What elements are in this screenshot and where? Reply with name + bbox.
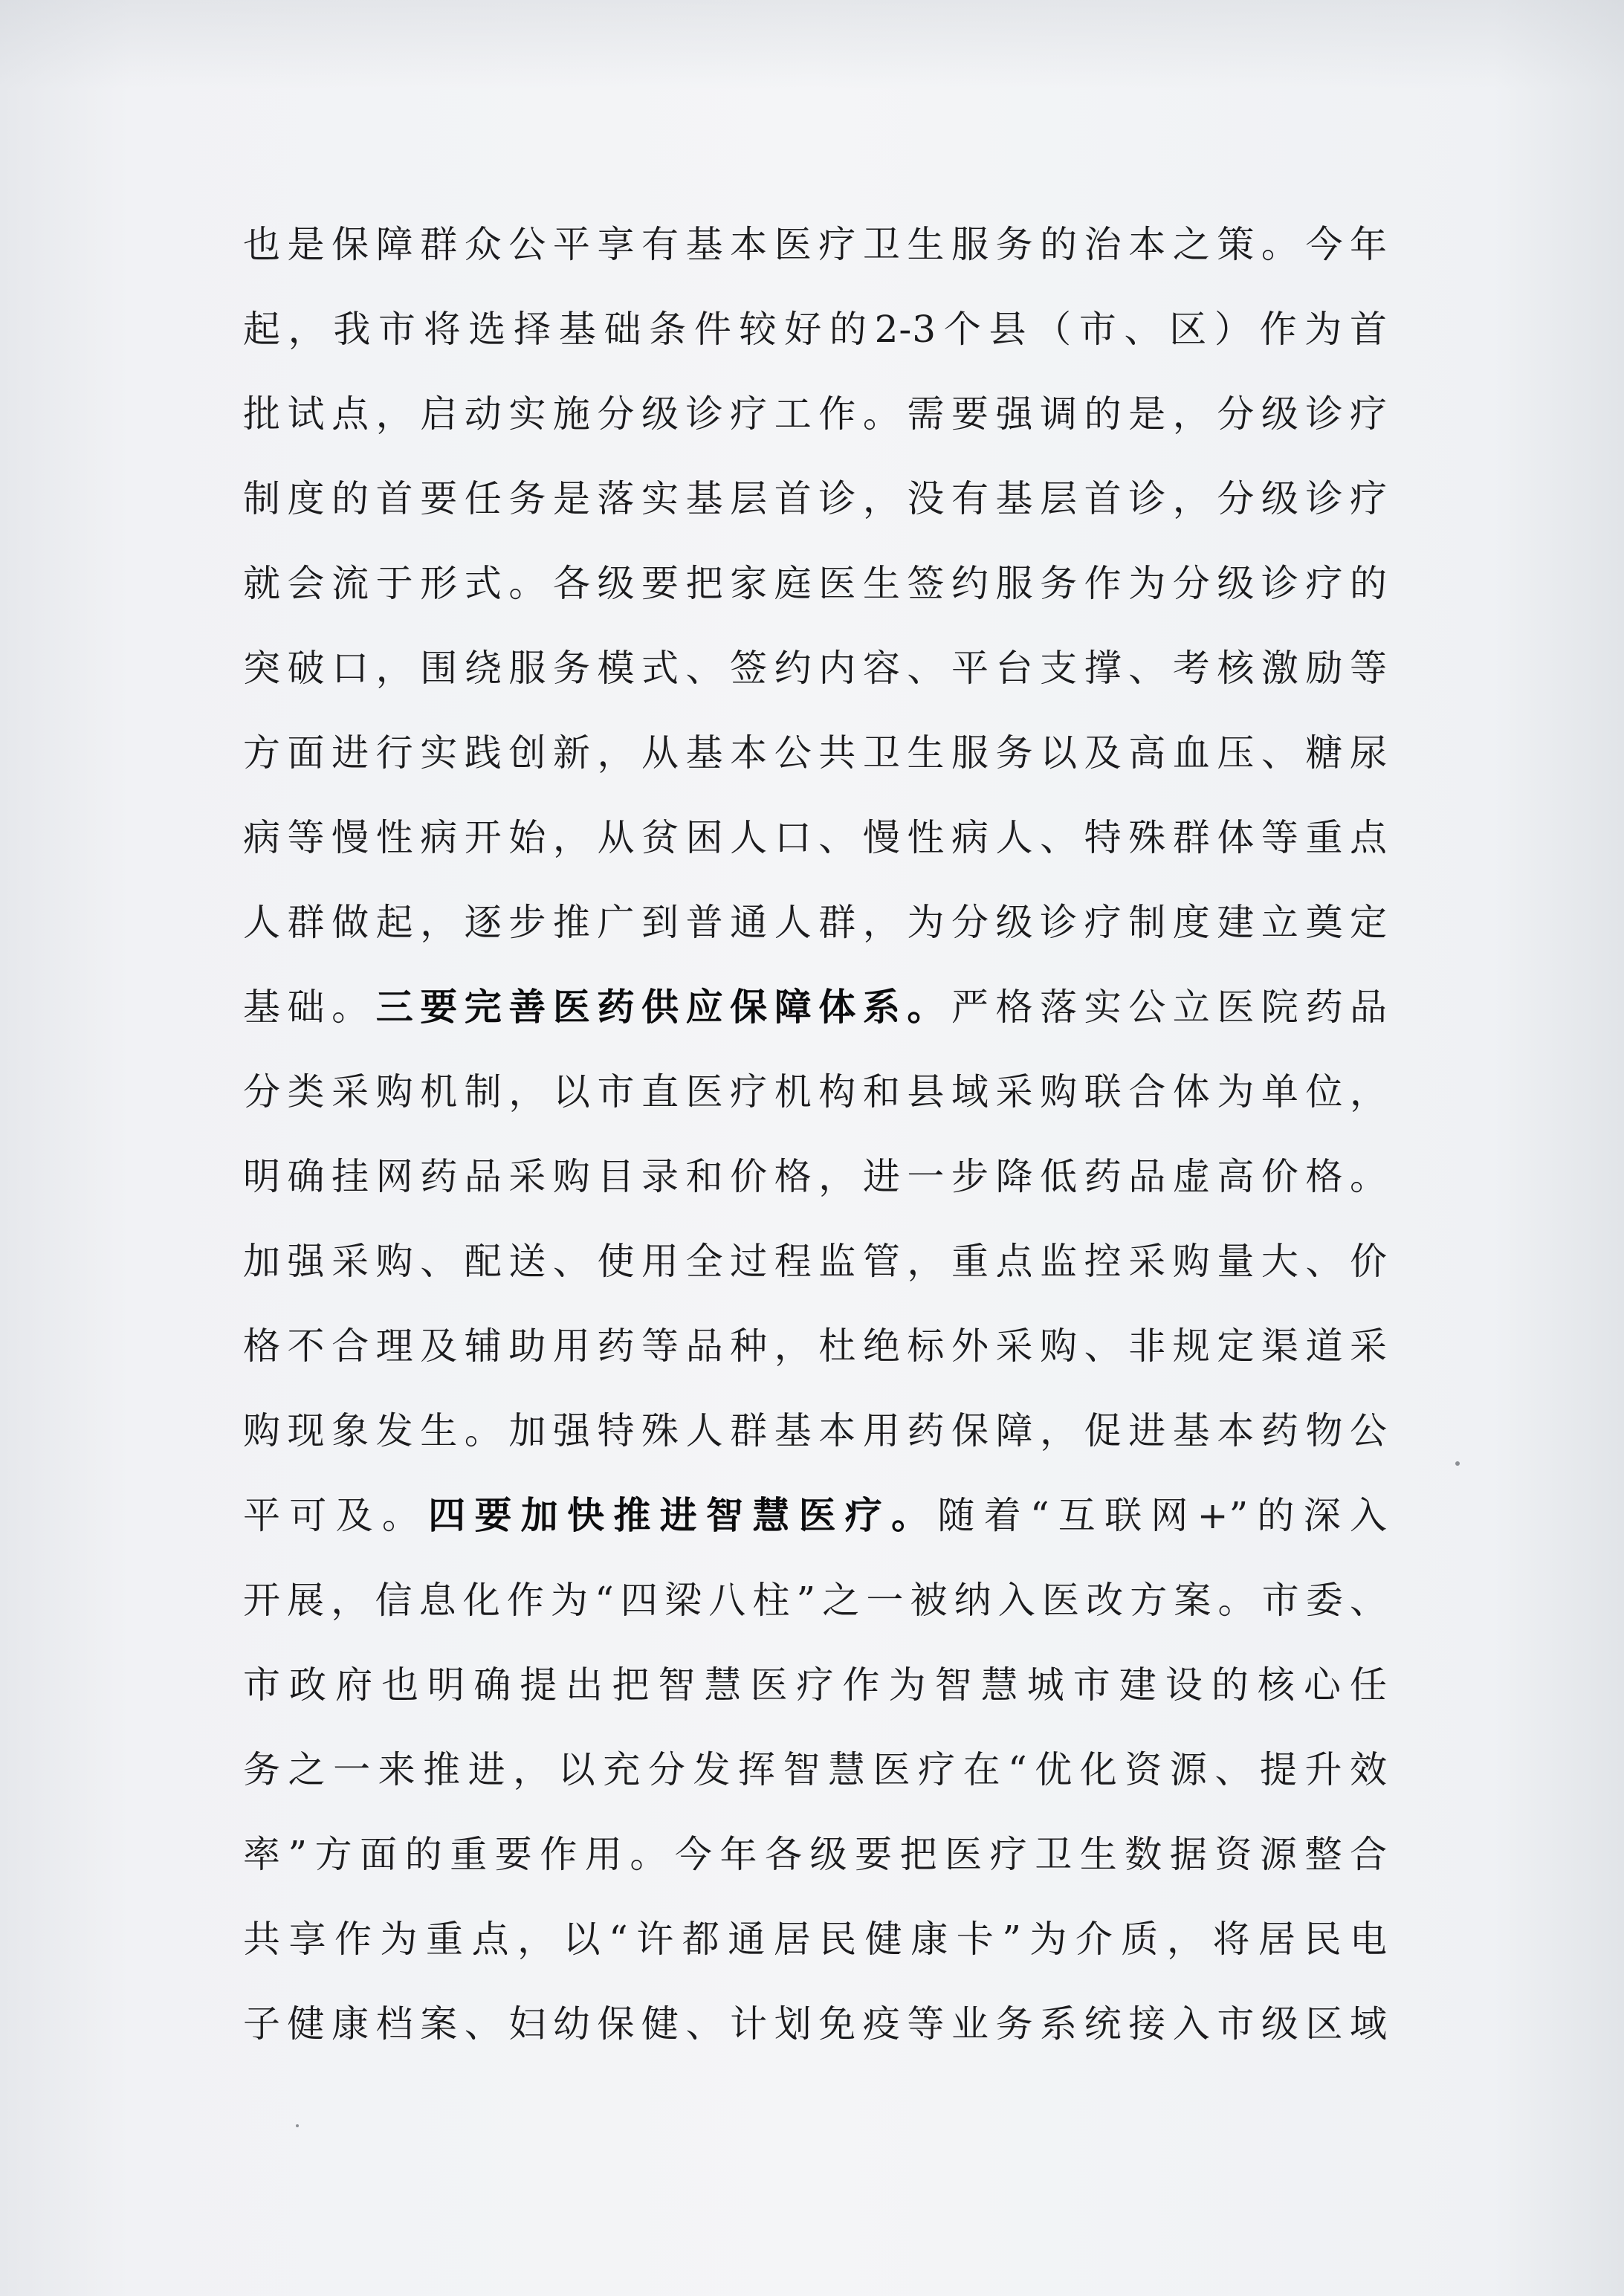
text-line: 购现象发生。加强特殊人群基本用药保障，促进基本药物公: [243, 1409, 1388, 1452]
page-shadow: [0, 0, 1624, 89]
text-segment: 随着“互联网+”的深入: [937, 1494, 1388, 1537]
text-line: 子健康档案、妇幼保健、计划免疫等业务系统接入市级区域: [243, 2002, 1388, 2046]
text-line: 人群做起，逐步推广到普通人群，为分级诊疗制度建立奠定: [243, 901, 1388, 944]
section-heading: 三要完善医药供应保障体系。: [375, 986, 951, 1029]
text-line: 方面进行实践创新，从基本公共卫生服务以及高血压、糖尿: [243, 731, 1388, 775]
text-line: 加强采购、配送、使用全过程监管，重点监控采购量大、价: [243, 1240, 1388, 1283]
text-line: [243, 975, 1388, 1060]
paper-speck: [1455, 1461, 1460, 1466]
text-line: 明确挂网药品采购目录和价格，进一步降低药品虚高价格。: [243, 1155, 1388, 1198]
text-line: 分类采购机制，以市直医疗机构和县域采购联合体为单位，: [243, 1070, 1388, 1113]
text-line: 批试点，启动实施分级诊疗工作。需要强调的是，分级诊疗: [243, 392, 1388, 436]
text-line: 起，我市将选择基础条件较好的2-3个县（市、区）作为首: [243, 308, 1388, 351]
text-line: 突破口，围绕服务模式、签约内容、平台支撑、考核激励等: [243, 647, 1388, 690]
text-line: 开展，信息化作为“四梁八柱”之一被纳入医改方案。市委、: [243, 1579, 1388, 1622]
text-line: 就会流于形式。各级要把家庭医生签约服务作为分级诊疗的: [243, 562, 1388, 605]
text-line: 务之一来推进，以充分发挥智慧医疗在“优化资源、提升效: [243, 1748, 1388, 1791]
text-segment: 基础。: [243, 986, 376, 1029]
paper-speck: [296, 2124, 299, 2127]
text-line: 制度的首要任务是落实基层首诊，没有基层首诊，分级诊疗: [243, 477, 1388, 520]
text-line: 格不合理及辅助用药等品种，杜绝标外采购、非规定渠道采: [243, 1325, 1388, 1368]
text-line: 共享作为重点，以“许都通居民健康卡”为介质，将居民电: [243, 1918, 1388, 1961]
text-line: 也是保障群众公平享有基本医疗卫生服务的治本之策。今年: [243, 223, 1388, 266]
text-segment: 平可及。: [243, 1494, 429, 1537]
text-line: 病等慢性病开始，从贫困人口、慢性病人、特殊群体等重点: [243, 816, 1388, 859]
text-line: 率”方面的重要作用。今年各级要把医疗卫生数据资源整合: [243, 1833, 1388, 1876]
text-line: 市政府也明确提出把智慧医疗作为智慧城市建设的核心任: [243, 1663, 1388, 1707]
text-segment: 严格落实公立医院药品: [951, 986, 1388, 1029]
section-heading: 四要加快推进智慧医疗。: [428, 1494, 938, 1537]
text-line: [243, 1484, 1388, 1568]
document-body: [243, 213, 1388, 2077]
